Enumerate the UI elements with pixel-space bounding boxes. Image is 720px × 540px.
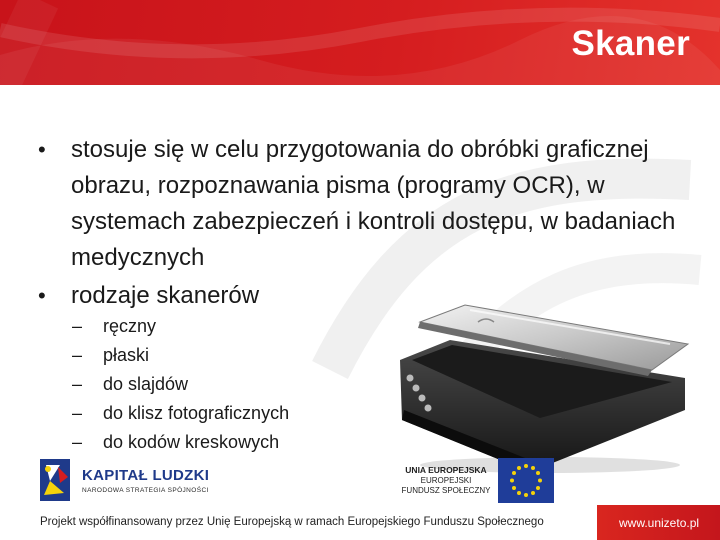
slide-title: Skaner (571, 24, 690, 63)
kapital-ludzki-subtitle: NARODOWA STRATEGIA SPÓJNOŚCI (82, 487, 209, 494)
list-item-text: ręczny (103, 316, 157, 336)
website-link[interactable]: www.unizeto.pl (619, 516, 700, 530)
header-band (0, 0, 720, 85)
footer-funding-note: Projekt współfinansowany przez Unię Europejską w ramach Europejskiego Funduszu Społecznego (40, 516, 544, 528)
scanner-types-list (72, 312, 289, 457)
list-item-text: do klisz fotograficznych (103, 403, 290, 423)
list-item (72, 370, 289, 399)
list-item-text: do slajdów (103, 374, 189, 394)
scanner-image (390, 300, 690, 475)
sub-bullet-dash: – (72, 403, 83, 423)
sub-bullet-dash: – (72, 316, 83, 336)
list-item (72, 428, 289, 457)
list-item (72, 341, 289, 370)
eu-flag-icon (498, 458, 554, 503)
bullet-list (38, 132, 678, 316)
bullet-dot: • (38, 283, 46, 308)
kapital-ludzki-logo (36, 455, 236, 510)
list-item (72, 312, 289, 341)
list-item-text: do kodów kreskowych (103, 432, 280, 452)
bullet-item-usage (38, 132, 678, 276)
list-item-text: płaski (103, 345, 150, 365)
eu-line-3: FUNDUSZ SPOŁECZNY (401, 486, 491, 495)
bullet-text: rodzaje skanerów (71, 282, 260, 309)
footer-website-badge (597, 505, 720, 540)
eu-text-block (400, 465, 492, 496)
eu-title: UNIA EUROPEJSKA (405, 465, 487, 475)
list-item (72, 399, 289, 428)
sub-bullet-dash: – (72, 374, 83, 394)
sub-bullet-dash: – (72, 345, 83, 365)
bullet-text: stosuje się w celu przygotowania do obróbki graficznej obrazu, rozpoznawania pisma (programy OCR), w systemach zabezpieczeń i kontroli dostępu, w badaniach medycznych (71, 136, 676, 271)
bullet-dot: • (38, 137, 46, 162)
kapital-ludzki-title: KAPITAŁ LUDZKI (82, 467, 210, 484)
eu-line-2: EUROPEJSKI (420, 476, 472, 485)
sub-bullet-dash: – (72, 432, 83, 452)
kapital-ludzki-icon (36, 455, 74, 505)
